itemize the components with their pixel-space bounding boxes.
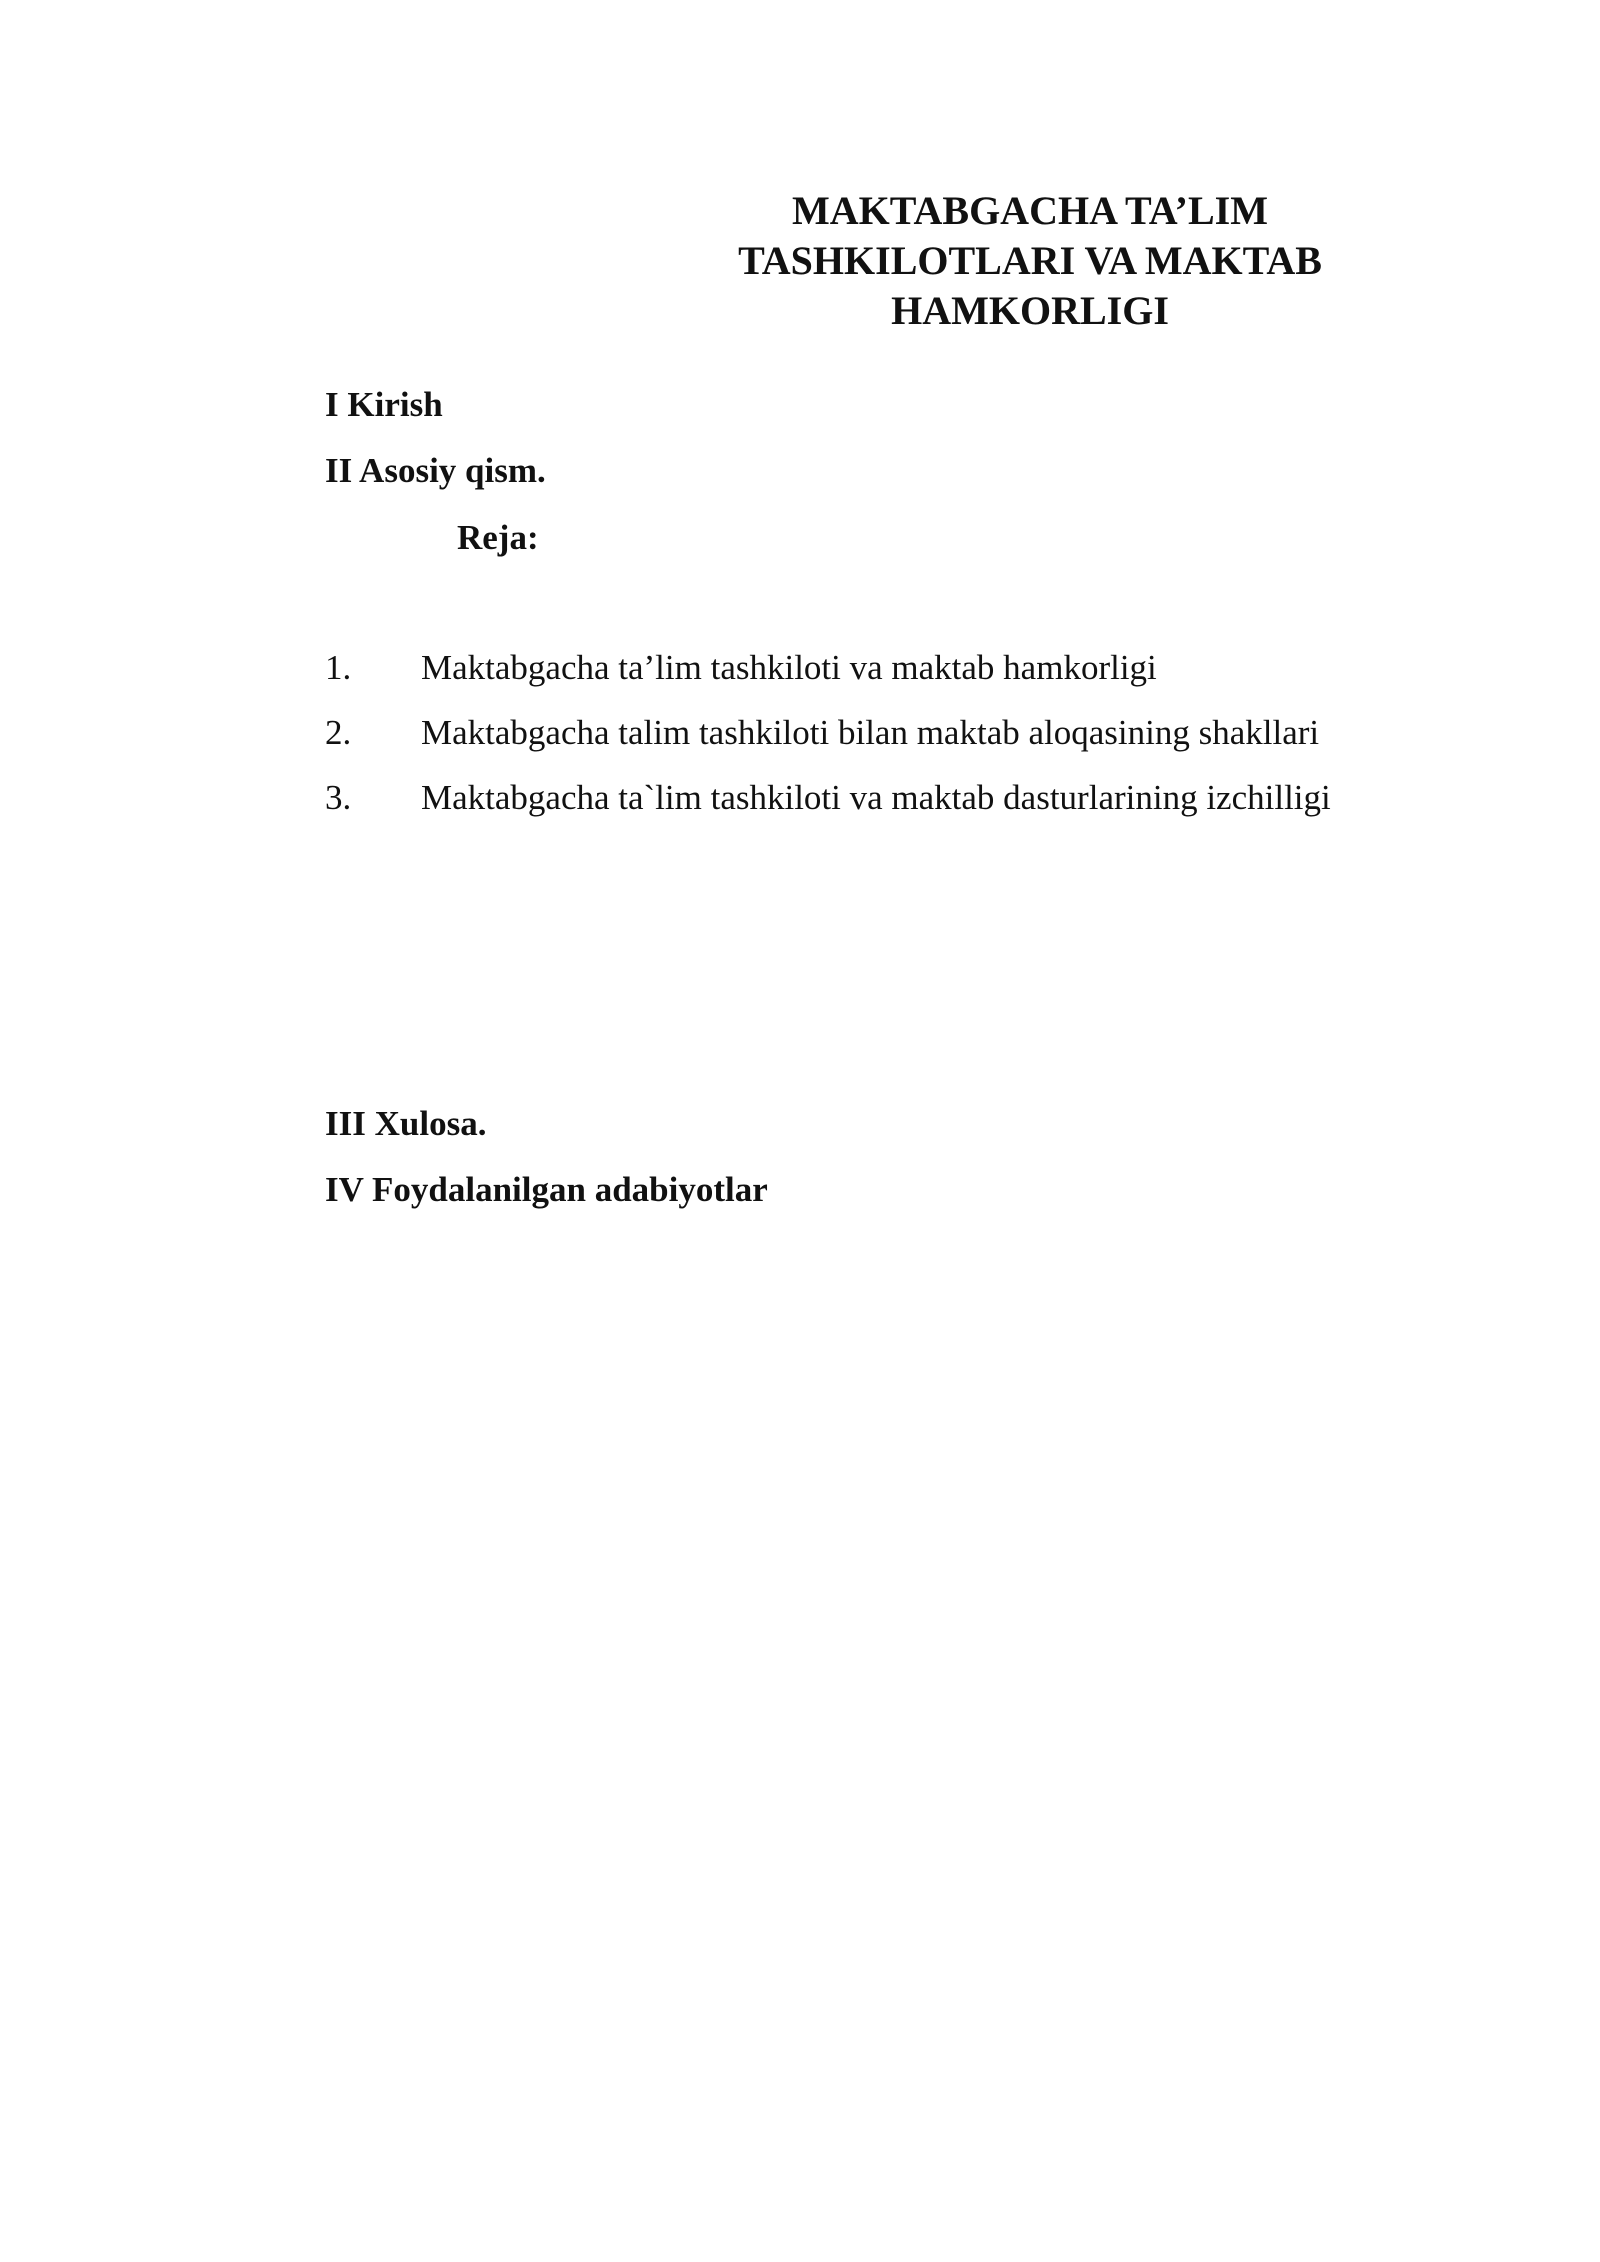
section-intro: I Kirish xyxy=(325,385,443,424)
document-title xyxy=(690,186,1370,336)
plan-item-1 xyxy=(325,648,1157,688)
plan-item-text: Maktabgacha talim tashkiloti bilan maktab aloqasining shakllari xyxy=(421,713,1320,752)
section-main: II Asosiy qism. xyxy=(325,451,546,490)
plan-item-number: 1. xyxy=(325,648,352,687)
title-line-1: MAKTABGACHA TA’LIM xyxy=(792,188,1268,233)
section-references: IV Foydalanilgan adabiyotlar xyxy=(325,1170,768,1209)
section-conclusion: III Xulosa. xyxy=(325,1104,487,1143)
title-line-3: HAMKORLIGI xyxy=(891,288,1169,333)
plan-item-text: Maktabgacha ta`lim tashkiloti va maktab dasturlarining izchilligi xyxy=(421,778,1331,817)
plan-item-number: 2. xyxy=(325,713,352,752)
plan-item-text: Maktabgacha ta’lim tashkiloti va maktab hamkorligi xyxy=(421,648,1157,687)
plan-item-number: 3. xyxy=(325,778,352,817)
plan-item-3 xyxy=(325,778,1331,818)
title-line-2: TASHKILOTLARI VA MAKTAB xyxy=(738,238,1322,283)
plan-label: Reja: xyxy=(457,518,539,557)
plan-item-2 xyxy=(325,713,1319,753)
